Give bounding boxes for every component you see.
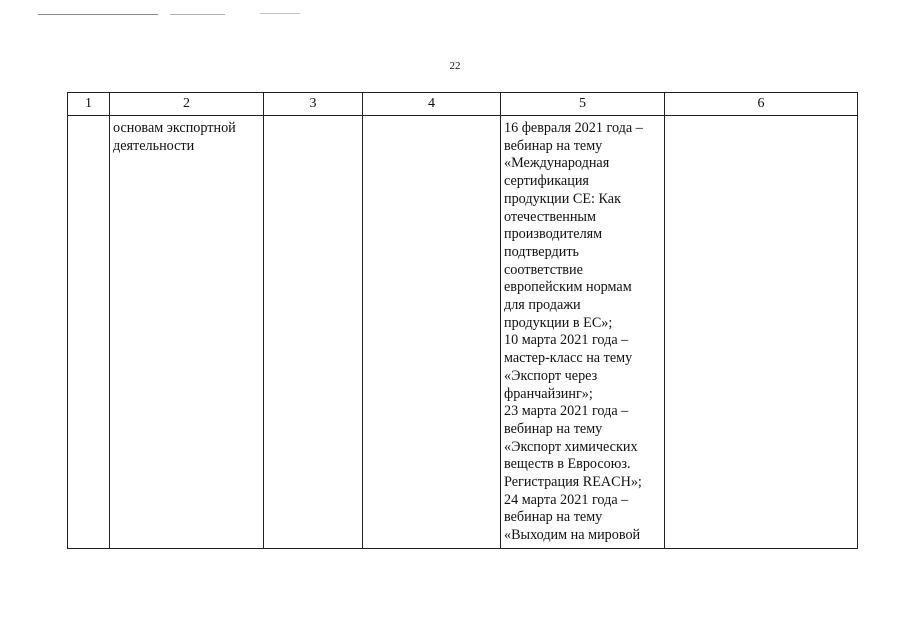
scan-artifact-line bbox=[38, 14, 158, 15]
column-header-3: 3 bbox=[264, 93, 363, 116]
document-table bbox=[67, 92, 858, 549]
cell-text-line: для продажи bbox=[504, 297, 581, 314]
cell-text-line: отечественным bbox=[504, 208, 596, 225]
cell-text-line: «Международная bbox=[504, 155, 610, 172]
header-row bbox=[68, 93, 858, 116]
cell-text-line: вебинар на тему bbox=[504, 420, 603, 437]
cell-text-line: продукции CE: Как bbox=[504, 190, 621, 207]
cell-text-line: Регистрация REACH»; bbox=[504, 474, 642, 491]
cell-text-line: «Экспорт химических bbox=[504, 438, 638, 455]
table-cell-col3 bbox=[264, 116, 363, 549]
cell-text-line: продукции в ЕС»; bbox=[504, 314, 613, 331]
cell-text-line: вебинар на тему bbox=[504, 137, 603, 154]
cell-text-line: европейским нормам bbox=[504, 279, 632, 296]
cell-text-line: 24 марта 2021 года – bbox=[504, 491, 629, 508]
table-cell-col1 bbox=[68, 116, 110, 549]
column-header-2: 2 bbox=[110, 93, 264, 116]
column-header-6: 6 bbox=[665, 93, 858, 116]
table-cell-col2 bbox=[110, 116, 264, 549]
cell-text-line: 23 марта 2021 года – bbox=[504, 403, 629, 420]
scan-artifact-line bbox=[170, 14, 225, 15]
column-header-5: 5 bbox=[501, 93, 665, 116]
table-cell-col5 bbox=[501, 116, 665, 549]
cell-text-line: мастер-класс на тему bbox=[504, 350, 633, 367]
table-cell-col6 bbox=[665, 116, 858, 549]
cell-text-line: «Выходим на мировой bbox=[504, 527, 641, 544]
cell-text-line: соответствие bbox=[504, 261, 583, 278]
column-header-4: 4 bbox=[363, 93, 501, 116]
table-row bbox=[68, 116, 858, 549]
cell-text-line: деятельности bbox=[113, 137, 195, 154]
scan-artifact-line bbox=[260, 13, 300, 14]
cell-text-line: сертификация bbox=[504, 173, 589, 190]
cell-text-line: 10 марта 2021 года – bbox=[504, 332, 629, 349]
cell-text-line: «Экспорт через bbox=[504, 367, 598, 384]
page-number: 22 bbox=[449, 60, 461, 72]
cell-text-line: 16 февраля 2021 года – bbox=[504, 120, 643, 136]
column-header-1: 1 bbox=[68, 93, 110, 116]
cell-text-line: вебинар на тему bbox=[504, 509, 603, 526]
cell-text-line: основам экспортной bbox=[113, 120, 236, 136]
cell-text-line: подтвердить bbox=[504, 243, 579, 260]
cell-text-line: производителям bbox=[504, 226, 603, 243]
cell-text-line: франчайзинг»; bbox=[504, 385, 593, 402]
cell-text-line: веществ в Евросоюз. bbox=[504, 456, 631, 473]
table-cell-col4 bbox=[363, 116, 501, 549]
